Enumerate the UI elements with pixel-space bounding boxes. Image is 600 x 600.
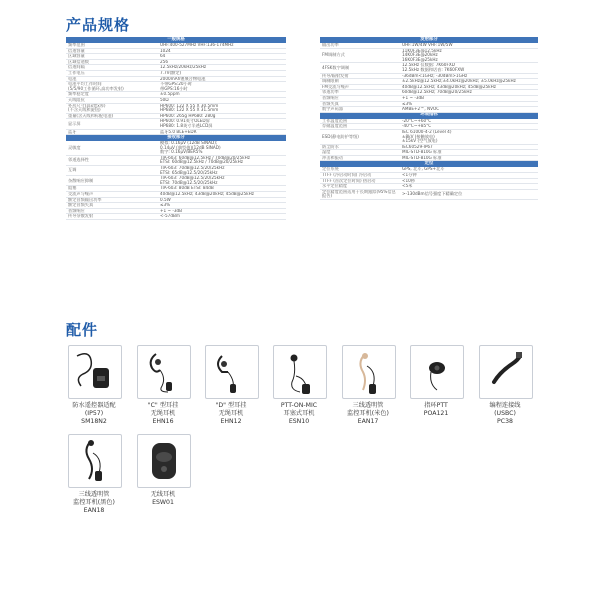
spec-key: 区域容量 (66, 54, 158, 60)
spec-value: GPS, 北斗, GPS+北斗 (400, 167, 538, 172)
spec-value: 1024 (158, 48, 286, 54)
spec-key: FM调制方式 (320, 48, 400, 63)
spec-key: 电池 (66, 76, 158, 82)
spec-value: ≤3% (400, 101, 538, 107)
spec-key: 邻道功率 (320, 90, 400, 96)
spec-key: 数字声码器 (320, 107, 400, 113)
spec-key: 定位系统 (320, 167, 400, 172)
spec-value: 不带GPS:20小时 带GPS:16小时 (158, 82, 286, 92)
spec-section-title: 产品规格 (66, 16, 131, 34)
spec-key: 电池平均工作时间 (5/5/90工作循环,高功率发射) (66, 82, 158, 92)
spec-section-label: 环境指标 (320, 112, 538, 119)
accessories-section-title: 配件 (66, 321, 99, 339)
programming-cable-icon (479, 345, 533, 399)
spec-section-label: 发射部分 (320, 37, 538, 43)
spec-row (320, 48, 538, 63)
spec-value: ±2.5kHz@12.5kHz;±4.0kHz@20kHz; ±5.0kHz@25kHz (400, 79, 538, 85)
spec-key: 防尘防水 (320, 144, 400, 150)
spec-row (66, 155, 286, 165)
spec-key: 音频响应 (320, 95, 400, 101)
spec-key: 4FSK数字调制 (320, 63, 400, 73)
spec-key: 湿度 (320, 150, 400, 156)
accessory-item[interactable] (410, 345, 466, 418)
spec-value: MIL-STD-810G 标准 (400, 150, 538, 156)
accessory-caption: 三线透明管 监控耳机(米色) EAN17 (347, 402, 389, 425)
spec-section-label: 接收部分 (66, 135, 286, 142)
spec-key: 额定音频失真 (66, 203, 158, 209)
spec-key: 工作电压 (66, 70, 158, 76)
accessory-caption: "C" 型耳挂 无绳耳机 EHN16 (147, 402, 179, 425)
spec-row (66, 119, 286, 129)
spec-table-right (320, 37, 538, 200)
spec-row (66, 103, 286, 113)
spec-value: -40°C~+85°C (400, 124, 538, 130)
spec-key: 存储温度范围 (320, 124, 400, 130)
c-earhook-earpiece-icon (137, 345, 191, 399)
spec-value: 2000mAh锂聚合物电池 (158, 76, 286, 82)
spec-value: -36dBm<1GHz; -30dBm>1GHz (400, 73, 538, 79)
spec-value: <-57dBm (158, 214, 286, 220)
spec-value: +1 ~ -3dB (400, 95, 538, 101)
spec-row (320, 189, 538, 199)
spec-key: 信道容量 (66, 48, 158, 54)
accessory-item[interactable] (205, 345, 261, 426)
spec-key: 水平定位精度 (320, 184, 400, 190)
spec-value: IEC 61000-4-2 (Level 4) ±8kV (接触放电) ±15kV (空气放电) (400, 129, 538, 144)
accessory-item[interactable] (342, 345, 398, 426)
accessory-caption: 三线透明管 监控耳机(黑色) EAN18 (73, 491, 115, 514)
spec-key: 交流声与噪声 (66, 192, 158, 198)
spec-value: <10秒 (400, 178, 538, 184)
d-earhook-earpiece-icon (205, 345, 259, 399)
spec-key: 频率范围 (66, 43, 158, 48)
spec-value: -20°C~+60°C (400, 119, 538, 124)
spec-row (66, 82, 286, 92)
spec-key: 杂散响应抑制 (66, 176, 158, 186)
spec-key: 频率稳定度 (66, 92, 158, 98)
spec-key: 区域信道数 (66, 59, 158, 65)
spec-section-label: 一般规格 (66, 37, 286, 43)
spec-key: 互调 (66, 166, 158, 176)
spec-value: 0.5W (158, 197, 286, 203)
spec-value: HP600: 122 X 55 X 30.5mm HP680: 122 X 55 X 31.5mm (158, 103, 286, 113)
accessory-caption: 防水遥控器适配 (IP57) SM18N2 (72, 402, 116, 425)
accessory-caption: 无线耳机 ESW01 (150, 491, 176, 506)
spec-value: TIA-603: 60dB@12.5kHz / 70dB@20/25kHz ETSI: 60dB@12.5kHz / 70dB@20/25kHz (158, 155, 286, 165)
spec-value: >-130dBm信号强度下精确定位 (400, 189, 538, 199)
spec-key: 传导杂散发射 (66, 214, 158, 220)
spec-value: HP600: 265g HP680: 280g (158, 113, 286, 119)
spec-value: TIA-603: 80dB ETSI: 84dB (158, 186, 286, 192)
earbud-earphone-icon (273, 345, 327, 399)
spec-value: 7.7V(额定) (158, 70, 286, 76)
spec-value: ±0.5ppm (158, 92, 286, 98)
spec-value: 40dB@12.5kHz; 43dB@20kHz; 45dB@25kHz (400, 84, 538, 90)
spec-value: AMBE+2™, NVOC (400, 107, 538, 113)
spec-table-left (66, 37, 286, 220)
spec-value: 模拟: 0.16μV (12dB SINAD); 0.14μV (典型值)(12dB SINAD) 数字: 0.16μV/BER5% (158, 141, 286, 155)
spec-key: ESD(静电防护等级) (320, 129, 400, 144)
spec-key: TTFF (冷启动时间) 冷启动 (320, 173, 400, 179)
accessory-caption: "D" 型耳挂 无绳耳机 EHN12 (215, 402, 247, 425)
accessory-caption: 指环PTT POA121 (423, 402, 449, 417)
spec-key: 阻塞 (66, 186, 158, 192)
spec-value: 12.5kHz/20kHz/25kHz (158, 65, 286, 71)
accessory-item[interactable] (479, 345, 535, 426)
spec-key: 音频失真 (320, 101, 400, 107)
spec-key: 邻道选择性 (66, 155, 158, 165)
spec-value: MIL-STD-810G 标准 (400, 155, 538, 161)
spec-key: 信道间隔 (66, 65, 158, 71)
accessory-item[interactable] (137, 345, 193, 426)
spec-value: HP600: 0.91英寸OLED屏 HP680: 1.8英寸半透LCD屏 (158, 119, 286, 129)
black-tube-earpiece-icon (68, 434, 122, 488)
spec-value: 11K0F3E@12.5kHz 14K0F3E@20kHz 16K0F3E@25kHz (400, 48, 538, 63)
accessory-caption: PTT-ON-MIC 耳塞式耳机 ESN10 (280, 402, 318, 425)
spec-row (320, 63, 538, 73)
spec-section-label: 定位 (320, 161, 538, 168)
spec-row (66, 176, 286, 186)
spec-key: 输出功率 (320, 43, 400, 48)
accessory-caption: 编程连接线 (USBC) PC38 (489, 402, 521, 425)
accessory-item[interactable] (273, 345, 329, 426)
spec-key: 天线阻抗 (66, 97, 158, 103)
spec-value: UHF:400-527MHz VHF:136-174MHz (158, 43, 286, 48)
spec-key: TTFF (首次定位时间) 热启动 (320, 178, 400, 184)
spec-value: IEC60529-IP67 (400, 144, 538, 150)
spec-value: UHF:1W/4W VHF:1W/5W (400, 43, 538, 48)
spec-key: 显示屏 (66, 119, 158, 129)
spec-value: TIA-603: 70dB@12.5/20/25kHz ETSI: 70dB@12.5/20/25kHz (158, 176, 286, 186)
spec-value: +1 ~ -3dB (158, 208, 286, 214)
spec-key: 蓝牙 (66, 129, 158, 135)
accessory-item[interactable] (68, 434, 124, 515)
spec-value: 256 (158, 59, 286, 65)
spec-key: 额定音频输出功率 (66, 197, 158, 203)
spec-value: 60dB@12.5kHz; 70dB@20/25kHz (400, 90, 538, 96)
spec-row (66, 166, 286, 176)
spec-row (66, 141, 286, 155)
spec-value: 40dB@12.5kHz; 43dB@20kHz; 45dB@25kHz (158, 192, 286, 198)
spec-key: 冲击和振动 (320, 155, 400, 161)
spec-row (320, 129, 538, 144)
spec-key: 音频响应 (66, 208, 158, 214)
spec-value: ≤3% (158, 203, 286, 209)
ring-ptt-icon (410, 345, 464, 399)
spec-key: 重量(含天线和标配电池) (66, 113, 158, 119)
spec-value: 12.5kHz 仅数据: 7K60FXD 12.5kHz 数据和话音: 7K60FXW (400, 63, 538, 73)
spec-key: 调制限制 (320, 79, 400, 85)
spec-key: 传导/辐射发射 (320, 73, 400, 79)
beige-tube-earpiece-icon (342, 345, 396, 399)
wireless-earphone-icon (137, 434, 191, 488)
spec-key: 定位精度范围适用于长期跟踪(95%信息报告) (320, 189, 400, 199)
accessory-item[interactable] (137, 434, 193, 507)
spec-key: 灵敏度 (66, 141, 158, 155)
spec-value: <1分钟 (400, 173, 538, 179)
spec-value: 50Ω (158, 97, 286, 103)
spec-value: 64 (158, 54, 286, 60)
spec-key: 外形尺寸(高x宽x厚) (不含天线和旋钮) (66, 103, 158, 113)
spec-key: FM交流与噪声 (320, 84, 400, 90)
spec-value: 蓝牙5.0 BLE+EDR (158, 129, 286, 135)
remote-speaker-mic-icon (68, 345, 122, 399)
accessory-item[interactable] (68, 345, 124, 426)
spec-row (66, 214, 286, 220)
spec-value: TIA-603: 70dB@12.5/20/25kHz ETSI: 65dB@12.5/20/25kHz (158, 166, 286, 176)
spec-key: 工作温度范围 (320, 119, 400, 124)
spec-value: <5米 (400, 184, 538, 190)
